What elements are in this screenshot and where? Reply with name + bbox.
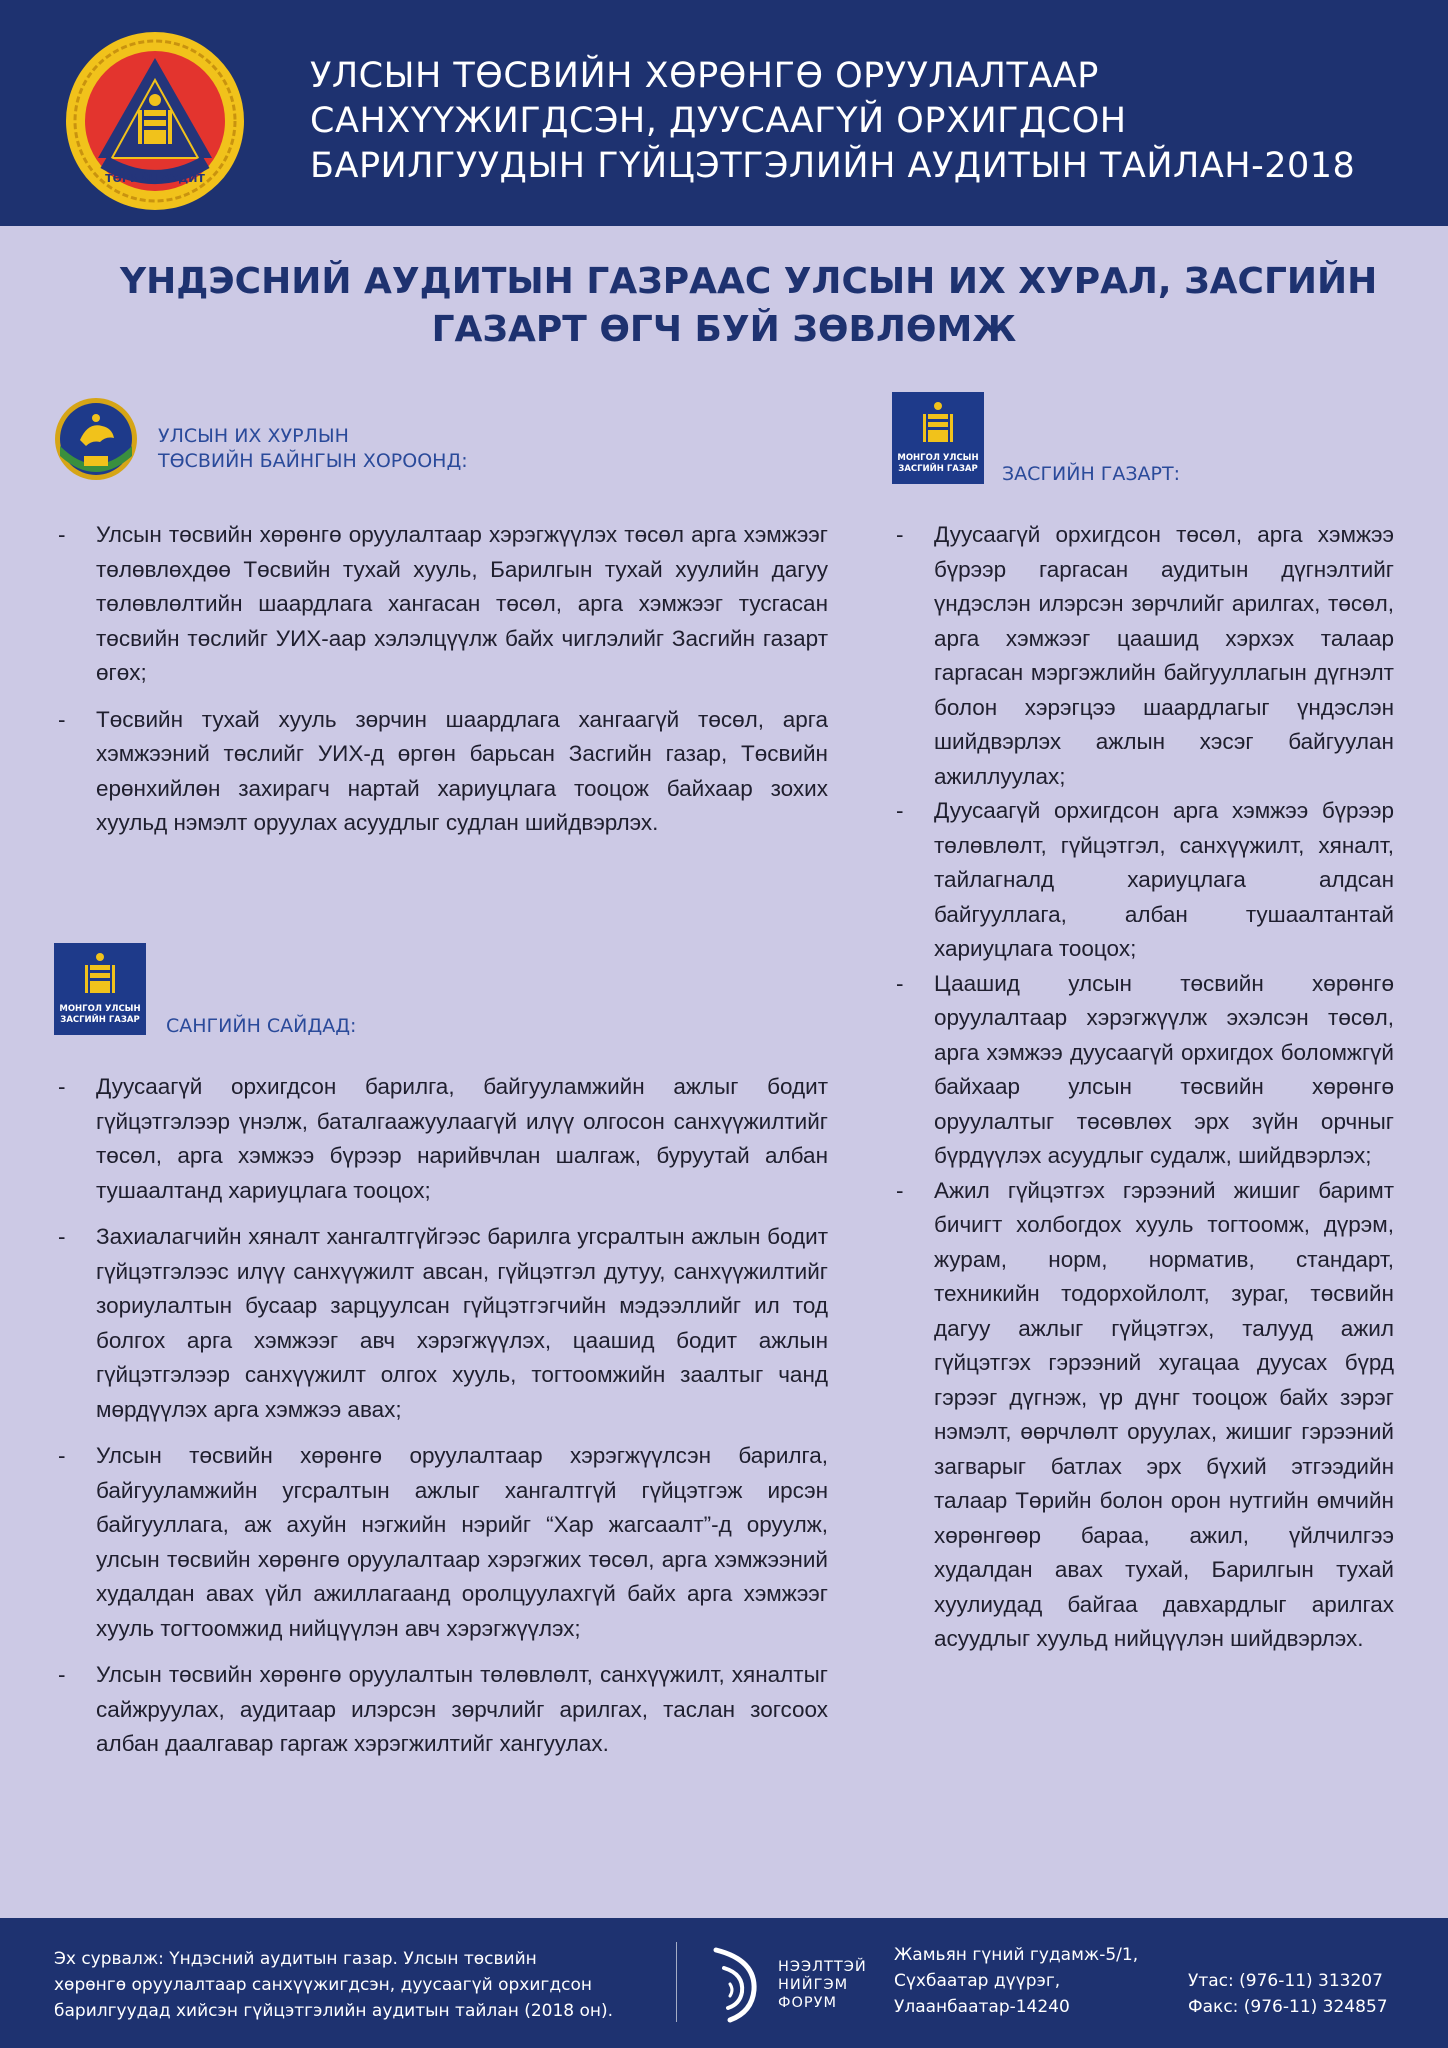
address bbox=[894, 1942, 1138, 2020]
recommendation-item: - Цаашид улсын төсвийн хөрөнгө оруулалтаар хэрэгжүүлж эхэлсэн төсөл, арга хэмжээ дуусаагүй орхигдох боломжгүй байхаар улсын төсвийн хөрөнгө оруулалтыг төсөвлөх эрх зүйн орчныг бүрдүүлэх асуудлыг судалж, шийдвэрлэх; bbox=[892, 967, 1394, 1174]
page-title-line: ГАЗАРТ ӨГЧ БУЙ ЗӨВЛӨМЖ bbox=[431, 309, 1017, 350]
recommendation-item: - Ажил гүйцэтгэх гэрээний жишиг баримт бичигт холбогдох хууль тогтоомж, дүрэм, журам, норм, норматив, стандарт, техникийн тодорхойлолт, зураг, төсвийн дагуу ажлыг гүйцэтгэх, талууд ажил гүйцэтгэх гэрээний хугацаа дуусах бүрд гэрээг дүгнэж, үр дүнг тооцож байх зэрэг нэмэлт, өөрчлөлт оруулах, жишиг гэрээний загварыг батлах эрх бүхий этгээдийн талаар Төрийн болон орон нутгийн өмчийн хөрөнгөөр бараа, ажил, үйлчилгээ худалдан авах тухай, Барилгын тухай хуулиудад байгаа давхардлыг арилгах асуудлыг хуульд нийцүүлэн шийдвэрлэх. bbox=[892, 1174, 1394, 1657]
address-line: Жамьян гүний гудамж-5/1, bbox=[894, 1945, 1139, 1965]
emblem-caption-line: ЗАСГИЙН ГАЗАР bbox=[898, 464, 978, 474]
parliament-section-label bbox=[158, 424, 468, 474]
parliament-recommendations bbox=[54, 518, 828, 853]
source-citation bbox=[54, 1946, 654, 2024]
recommendation-item: - Захиалагчийн хяналт хангалтгүйгээс барилга угсралтын ажлын бодит гүйцэтгэлээс илүү санхүүжилт авсан, гүйцэтгэл дутуу, санхүүжилтийг зориулалтын бусаар зарцуулсан гүйцэтгэгчийн мэдээллийг ил тод болгох арга хэмжээг авч хэрэгжүүлэх, цаашид бодит ажлын гүйцэтгэлээр санхүүжилт олгох хууль, тогтоомжийн заалтыг чанд мөрдүүлэх арга хэмжээ авах; bbox=[54, 1220, 828, 1427]
government-section-label: ЗАСГИЙН ГАЗАРТ: bbox=[1002, 463, 1181, 485]
report-title-line: УЛСЫН ТӨСВИЙН ХӨРӨНГӨ ОРУУЛАЛТААР bbox=[310, 56, 1099, 96]
government-emblem-icon bbox=[892, 392, 984, 484]
forum-name-line: НЭЭЛТТЭЙ bbox=[778, 1959, 867, 1975]
recommendation-item: - Улсын төсвийн хөрөнгө оруулалтаар хэрэгжүүлсэн барилга, байгууламжийн угсралтын ажлыг хангалтгүй гүйцэтгэж ирсэн байгууллага, аж ахуйн нэгжийн нэрийг “Хар жагсаалт”-д оруулж, улсын төсвийн хөрөнгө оруулалтаар хэрэгжих төсөл, арга хэмжээний худалдан авах үйл ажиллагаанд оролцуулахгүй байх арга хэмжээг хууль тогтоомжид нийцүүлэн авч хэрэгжүүлэх; bbox=[54, 1439, 828, 1646]
finance-section-label: САНГИЙН САЙДАД: bbox=[166, 1015, 357, 1037]
finance-recommendations bbox=[54, 1070, 828, 1774]
recommendation-item: - Дуусаагүй орхигдсон барилга, байгууламжийн ажлыг бодит гүйцэтгэлээр үнэлж, баталгаажуулаагүй илүү олгосон санхүүжилтийг төсөл, арга хэмжээ бүрээр нарийвчлан шалгаж, буруутай албан тушаалтанд хариуцлага тооцох; bbox=[54, 1070, 828, 1208]
footer bbox=[0, 1918, 1448, 2048]
report-title-line: САНХҮҮЖИГДСЭН, ДУУСААГҮЙ ОРХИГДСОН bbox=[310, 101, 1127, 141]
contact-phones bbox=[1188, 1968, 1388, 2020]
forum-name-line: НИЙГЭМ bbox=[778, 1977, 849, 1993]
address-line: Сүхбаатар дүүрэг, bbox=[894, 1971, 1061, 1991]
source-line: барилгуудад хийсэн гүйцэтгэлийн аудитын тайлан (2018 он). bbox=[54, 2001, 614, 2021]
recommendation-item: - Дуусаагүй орхигдсон арга хэмжээ бүрээр төлөвлөлт, гүйцэтгэл, санхүүжилт, хяналт, тайлагналд хариуцлага алдсан байгууллага, албан тушаалтантай хариуцлага тооцох; bbox=[892, 794, 1394, 967]
open-society-forum-logo-icon bbox=[706, 1940, 768, 2026]
fax-number: Факс: (976-11) 324857 bbox=[1188, 1997, 1388, 2017]
emblem-caption-line: МОНГОЛ УЛСЫН bbox=[59, 1004, 141, 1014]
report-title-line: БАРИЛГУУДЫН ГҮЙЦЭТГЭЛИЙН АУДИТЫН ТАЙЛАН-2018 bbox=[310, 146, 1356, 186]
emblem-caption-line: МОНГОЛ УЛСЫН bbox=[897, 453, 979, 463]
emblem-caption-line: ЗАСГИЙН ГАЗАР bbox=[60, 1015, 140, 1025]
source-line: хөрөнгө оруулалтаар санхүүжигдсэн, дуусаагүй орхигдсон bbox=[54, 1975, 592, 1995]
government-recommendations bbox=[892, 518, 1394, 1657]
page-title bbox=[120, 258, 1378, 354]
forum-name-line: ФОРУМ bbox=[778, 1995, 837, 2011]
phone-number: Утас: (976-11) 313207 bbox=[1188, 1971, 1383, 1991]
section-label-line: УЛСЫН ИХ ХУРЛЫН bbox=[158, 425, 349, 447]
source-line: Эх сурвалж: Үндэсний аудитын газар. Улсын төсвийн bbox=[54, 1949, 537, 1969]
parliament-emblem-icon bbox=[54, 396, 138, 482]
footer-divider bbox=[676, 1942, 677, 2022]
recommendation-item: - Улсын төсвийн хөрөнгө оруулалтын төлөвлөлт, санхүүжилт, хяналтыг сайжруулах, аудитаар илэрсэн зөрчлийг арилгах, таслан зогсоох албан даалгавар гаргаж хэрэгжилтийг хангуулах. bbox=[54, 1658, 828, 1762]
recommendation-item: - Улсын төсвийн хөрөнгө оруулалтаар хэрэгжүүлэх төсөл арга хэмжээг төлөвлөхдөө Төсвийн тухай хууль, Барилгын тухай хуулийн дагуу төлөвлөлтийн шаардлага хангасан төсөл, арга хэмжээг тусгасан төсвийн төслийг УИХ-аар хэлэлцүүлж байх чиглэлийг Засгийн газарт өгөх; bbox=[54, 518, 828, 691]
government-emblem-icon bbox=[54, 943, 146, 1035]
recommendation-item: - Төсвийн тухай хууль зөрчин шаардлага хангаагүй төсөл, арга хэмжээний төслийг УИХ-д өргөн барьсан Засгийн газар, Төсвийн ерөнхийлөн захирагч нартай хариуцлага тооцож байхаар зохих хуульд нэмэлт оруулах асуудлыг судлан шийдвэрлэх. bbox=[54, 703, 828, 841]
address-line: Улаанбаатар-14240 bbox=[894, 1997, 1070, 2017]
forum-name bbox=[778, 1958, 867, 2012]
page-title-line: ҮНДЭСНИЙ АУДИТЫН ГАЗРААС УЛСЫН ИХ ХУРАЛ, ЗАСГИЙН bbox=[120, 261, 1378, 302]
header-banner bbox=[0, 0, 1448, 226]
report-title bbox=[310, 54, 1410, 189]
logo-caption: ТӨРИЙН АУДИТ bbox=[105, 172, 205, 185]
section-label-line: ТӨСВИЙН БАЙНГЫН ХОРООНД: bbox=[158, 450, 468, 472]
state-audit-logo bbox=[64, 30, 246, 212]
recommendation-item: - Дуусаагүй орхигдсон төсөл, арга хэмжээ бүрээр гаргасан аудитын дүгнэлтийг үндэслэн илэрсэн зөрчлийг арилгах, төсөл, арга хэмжээг цаашид хэрхэх талаар гаргасан мэргэжлийн байгууллагын дүгнэлт болон хэрэгцээ шаардлагыг үндэслэн шийдвэрлэх ажлын хэсэг байгуулан ажиллуулах; bbox=[892, 518, 1394, 794]
